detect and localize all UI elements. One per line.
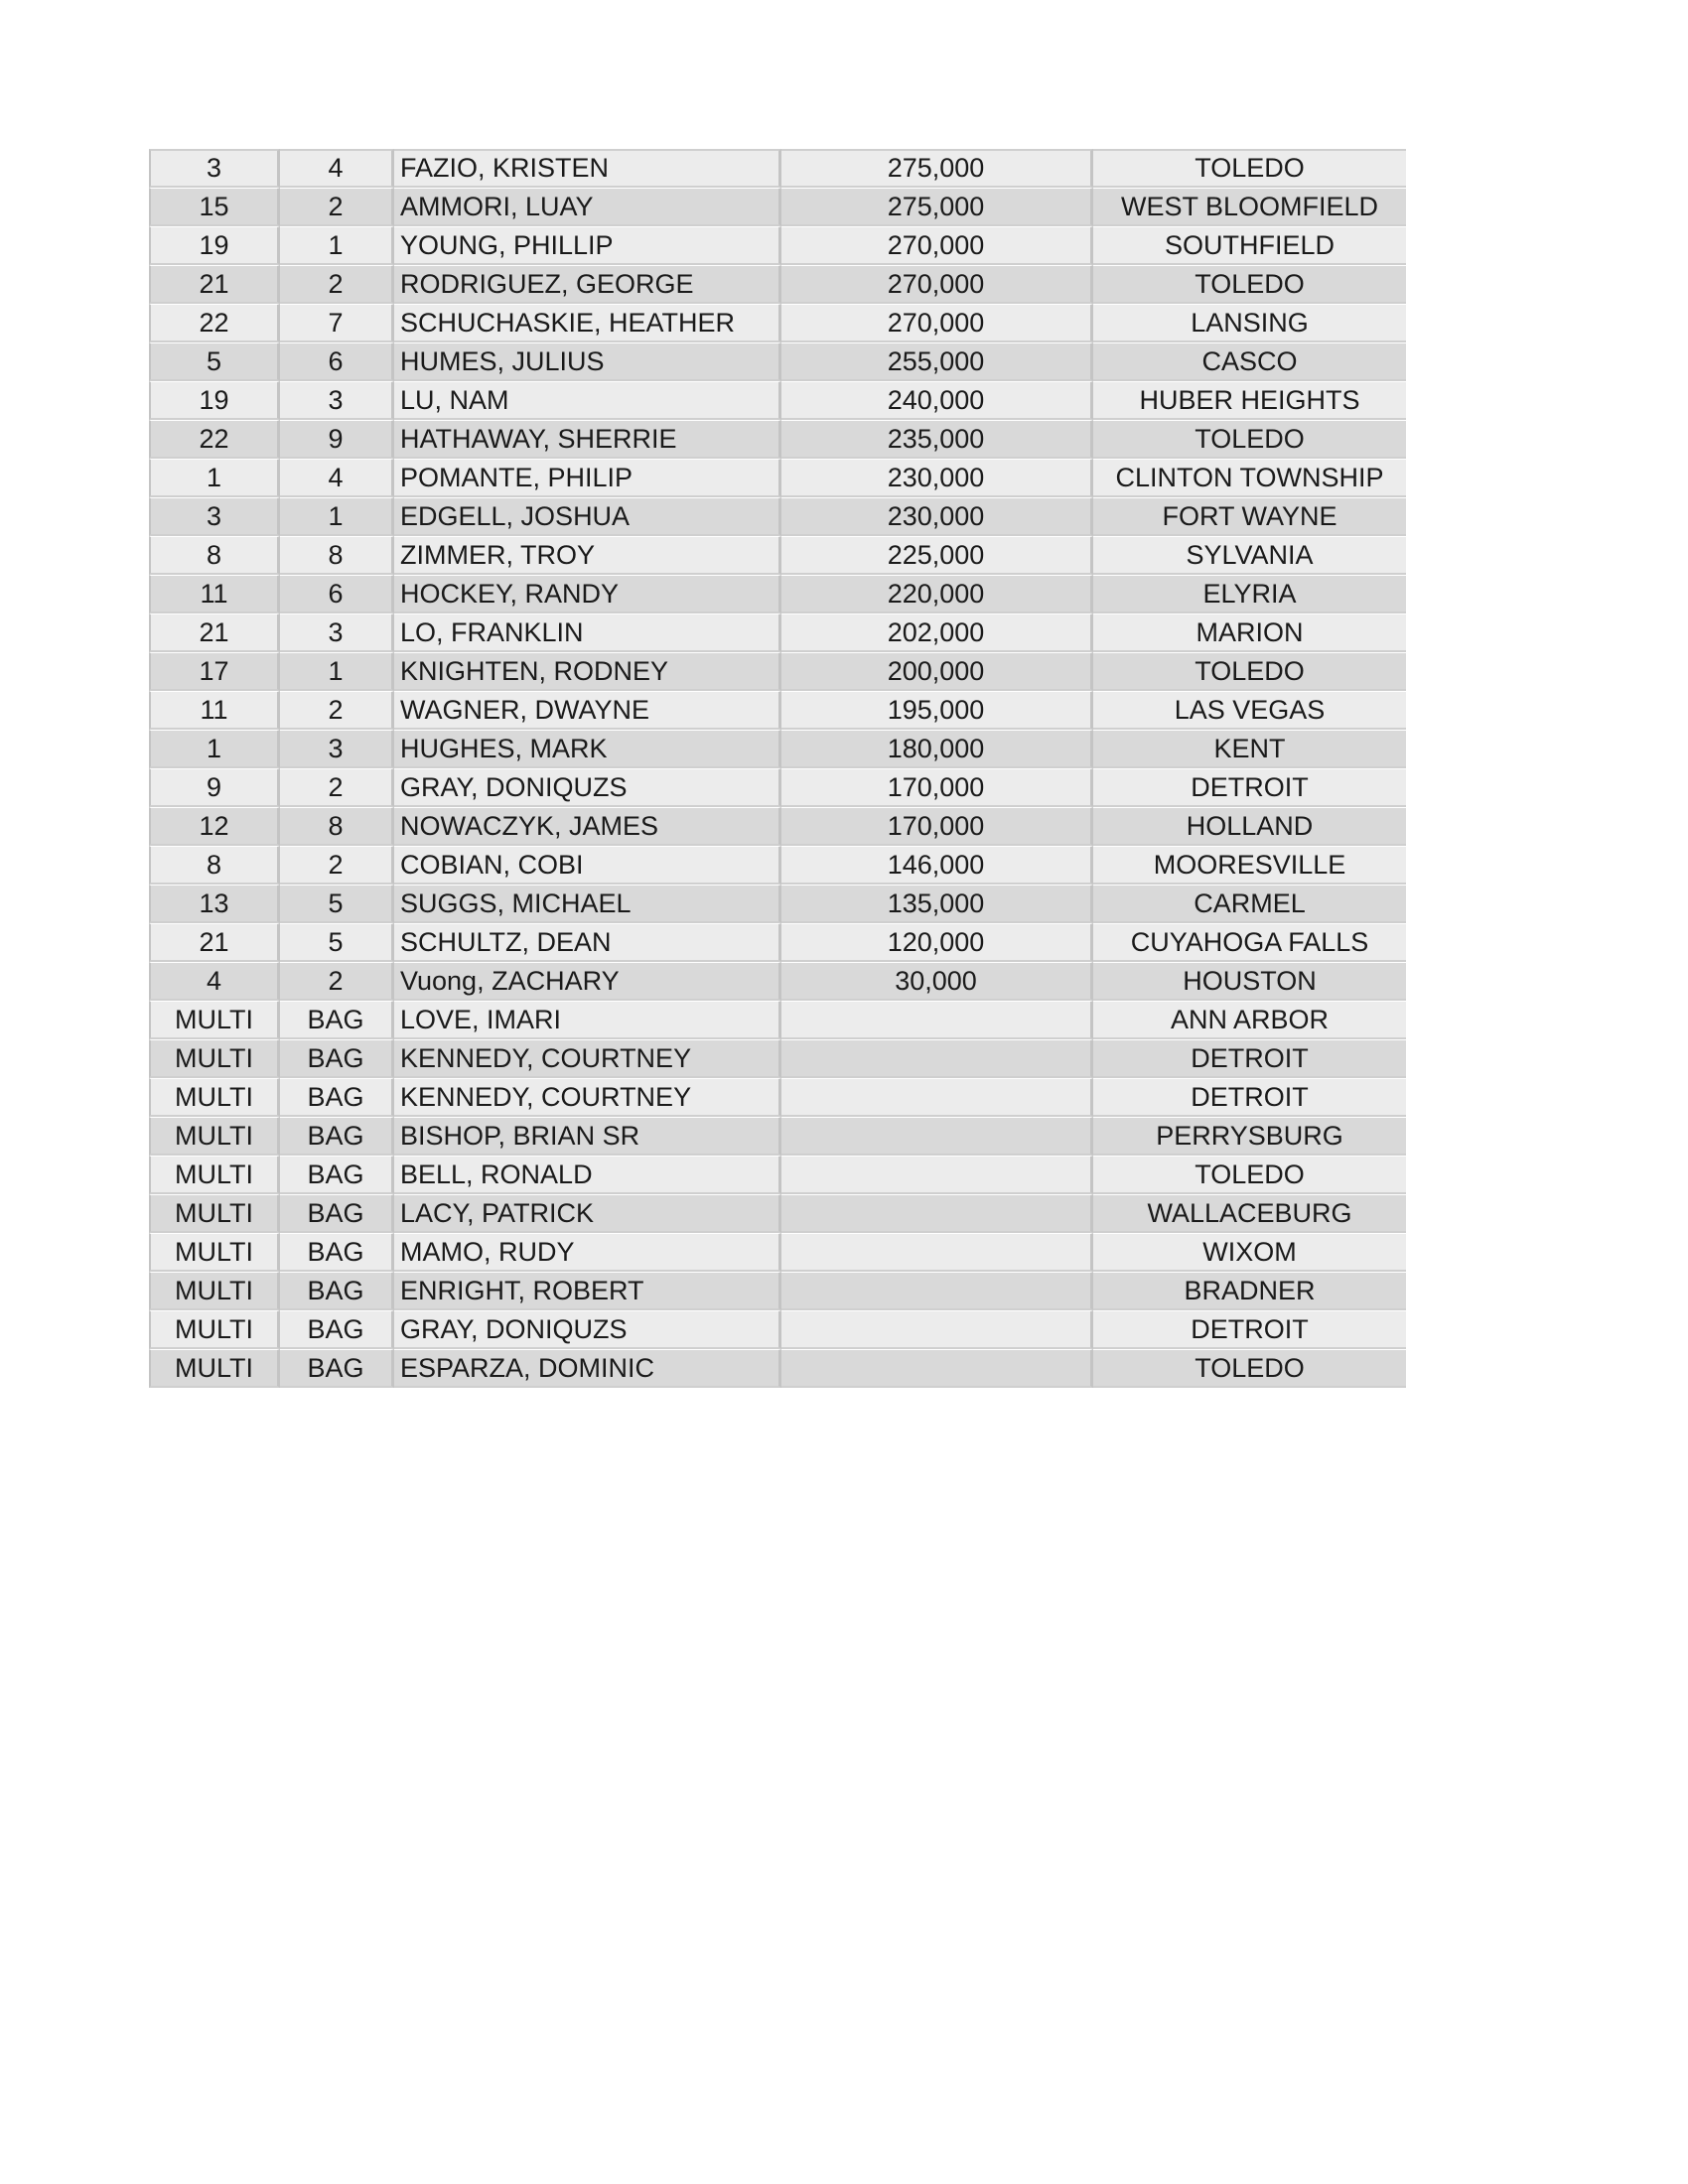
table-row [149, 885, 1406, 923]
cell-name: LOVE, IMARI [394, 1001, 781, 1039]
cell-col-a: 11 [149, 691, 280, 730]
table-row [149, 226, 1406, 265]
cell-city: CASCO [1093, 342, 1406, 381]
cell-col-b: 3 [280, 730, 394, 768]
cell-name: BELL, RONALD [394, 1156, 781, 1194]
cell-col-b: 2 [280, 265, 394, 304]
table-row [149, 846, 1406, 885]
cell-col-a: 22 [149, 304, 280, 342]
table-row [149, 923, 1406, 962]
cell-name: FAZIO, KRISTEN [394, 149, 781, 188]
cell-col-a: 21 [149, 265, 280, 304]
table-row [149, 768, 1406, 807]
cell-name: GRAY, DONIQUZS [394, 768, 781, 807]
cell-name: HUMES, JULIUS [394, 342, 781, 381]
cell-name: SCHUCHASKIE, HEATHER [394, 304, 781, 342]
table-row [149, 1194, 1406, 1233]
cell-col-b: 6 [280, 575, 394, 614]
table-row [149, 420, 1406, 459]
cell-name: MAMO, RUDY [394, 1233, 781, 1272]
cell-city: TOLEDO [1093, 265, 1406, 304]
cell-col-a: MULTI [149, 1272, 280, 1310]
cell-name: HATHAWAY, SHERRIE [394, 420, 781, 459]
cell-col-a: 5 [149, 342, 280, 381]
table-row [149, 1117, 1406, 1156]
cell-amount: 220,000 [781, 575, 1093, 614]
cell-col-a: MULTI [149, 1310, 280, 1349]
cell-col-b: 7 [280, 304, 394, 342]
cell-amount: 275,000 [781, 188, 1093, 226]
cell-city: LAS VEGAS [1093, 691, 1406, 730]
cell-city: KENT [1093, 730, 1406, 768]
cell-amount: 180,000 [781, 730, 1093, 768]
cell-city: TOLEDO [1093, 652, 1406, 691]
cell-city: TOLEDO [1093, 1349, 1406, 1388]
cell-col-b: 1 [280, 226, 394, 265]
cell-col-b: BAG [280, 1078, 394, 1117]
cell-col-a: 13 [149, 885, 280, 923]
cell-col-a: MULTI [149, 1156, 280, 1194]
cell-name: RODRIGUEZ, GEORGE [394, 265, 781, 304]
cell-name: SCHULTZ, DEAN [394, 923, 781, 962]
cell-name: POMANTE, PHILIP [394, 459, 781, 497]
cell-name: COBIAN, COBI [394, 846, 781, 885]
table-row [149, 691, 1406, 730]
table-row [149, 342, 1406, 381]
table-row [149, 497, 1406, 536]
cell-col-b: BAG [280, 1349, 394, 1388]
cell-amount [781, 1156, 1093, 1194]
cell-amount: 170,000 [781, 807, 1093, 846]
cell-col-a: 9 [149, 768, 280, 807]
cell-col-a: 21 [149, 614, 280, 652]
cell-name: WAGNER, DWAYNE [394, 691, 781, 730]
cell-col-b: 2 [280, 846, 394, 885]
cell-amount [781, 1349, 1093, 1388]
cell-amount: 120,000 [781, 923, 1093, 962]
cell-col-b: 2 [280, 962, 394, 1001]
cell-amount: 202,000 [781, 614, 1093, 652]
cell-amount: 170,000 [781, 768, 1093, 807]
cell-name: NOWACZYK, JAMES [394, 807, 781, 846]
cell-col-b: 4 [280, 459, 394, 497]
table-row [149, 652, 1406, 691]
cell-col-a: MULTI [149, 1349, 280, 1388]
cell-city: WALLACEBURG [1093, 1194, 1406, 1233]
table-row [149, 614, 1406, 652]
cell-amount [781, 1001, 1093, 1039]
cell-col-a: 8 [149, 536, 280, 575]
cell-city: ELYRIA [1093, 575, 1406, 614]
table-row [149, 962, 1406, 1001]
cell-col-a: 17 [149, 652, 280, 691]
table-row [149, 1156, 1406, 1194]
cell-col-b: BAG [280, 1156, 394, 1194]
table-row [149, 1310, 1406, 1349]
cell-amount: 200,000 [781, 652, 1093, 691]
cell-amount: 270,000 [781, 226, 1093, 265]
cell-col-b: BAG [280, 1001, 394, 1039]
cell-col-a: 21 [149, 923, 280, 962]
cell-col-b: 9 [280, 420, 394, 459]
cell-col-a: MULTI [149, 1233, 280, 1272]
cell-name: GRAY, DONIQUZS [394, 1310, 781, 1349]
cell-city: DETROIT [1093, 768, 1406, 807]
cell-name: KENNEDY, COURTNEY [394, 1078, 781, 1117]
cell-col-a: 1 [149, 459, 280, 497]
cell-col-a: 4 [149, 962, 280, 1001]
cell-col-b: BAG [280, 1310, 394, 1349]
table-row [149, 1001, 1406, 1039]
cell-col-a: MULTI [149, 1194, 280, 1233]
cell-col-b: 4 [280, 149, 394, 188]
cell-amount [781, 1310, 1093, 1349]
cell-name: YOUNG, PHILLIP [394, 226, 781, 265]
cell-city: SOUTHFIELD [1093, 226, 1406, 265]
cell-name: KNIGHTEN, RODNEY [394, 652, 781, 691]
cell-city: TOLEDO [1093, 420, 1406, 459]
cell-col-b: 8 [280, 536, 394, 575]
cell-name: HUGHES, MARK [394, 730, 781, 768]
cell-amount: 230,000 [781, 497, 1093, 536]
cell-name: LO, FRANKLIN [394, 614, 781, 652]
cell-col-b: BAG [280, 1233, 394, 1272]
cell-city: LANSING [1093, 304, 1406, 342]
cell-col-a: 12 [149, 807, 280, 846]
cell-city: WIXOM [1093, 1233, 1406, 1272]
cell-city: SYLVANIA [1093, 536, 1406, 575]
cell-city: CUYAHOGA FALLS [1093, 923, 1406, 962]
cell-city: TOLEDO [1093, 1156, 1406, 1194]
cell-col-b: BAG [280, 1272, 394, 1310]
cell-col-a: MULTI [149, 1001, 280, 1039]
cell-amount: 275,000 [781, 149, 1093, 188]
cell-col-a: 15 [149, 188, 280, 226]
cell-city: BRADNER [1093, 1272, 1406, 1310]
cell-amount: 30,000 [781, 962, 1093, 1001]
cell-name: EDGELL, JOSHUA [394, 497, 781, 536]
cell-amount [781, 1272, 1093, 1310]
cell-amount [781, 1117, 1093, 1156]
table-row [149, 807, 1406, 846]
cell-name: LU, NAM [394, 381, 781, 420]
table-row [149, 149, 1406, 188]
cell-col-a: 19 [149, 381, 280, 420]
table-row [149, 536, 1406, 575]
cell-city: MOORESVILLE [1093, 846, 1406, 885]
cell-col-b: BAG [280, 1117, 394, 1156]
cell-col-b: 3 [280, 614, 394, 652]
table-row [149, 1078, 1406, 1117]
cell-name: ESPARZA, DOMINIC [394, 1349, 781, 1388]
cell-col-a: 11 [149, 575, 280, 614]
cell-col-a: MULTI [149, 1078, 280, 1117]
cell-amount: 270,000 [781, 304, 1093, 342]
cell-col-a: 19 [149, 226, 280, 265]
cell-city: CARMEL [1093, 885, 1406, 923]
cell-col-b: 1 [280, 652, 394, 691]
table-row [149, 304, 1406, 342]
cell-amount: 146,000 [781, 846, 1093, 885]
cell-col-b: 2 [280, 768, 394, 807]
cell-col-a: 1 [149, 730, 280, 768]
cell-city: CLINTON TOWNSHIP [1093, 459, 1406, 497]
table-row [149, 265, 1406, 304]
cell-name: Vuong, ZACHARY [394, 962, 781, 1001]
cell-amount [781, 1078, 1093, 1117]
cell-amount [781, 1233, 1093, 1272]
cell-name: BISHOP, BRIAN SR [394, 1117, 781, 1156]
cell-city: MARION [1093, 614, 1406, 652]
cell-amount [781, 1194, 1093, 1233]
cell-city: HOLLAND [1093, 807, 1406, 846]
cell-name: HOCKEY, RANDY [394, 575, 781, 614]
cell-city: HUBER HEIGHTS [1093, 381, 1406, 420]
cell-name: AMMORI, LUAY [394, 188, 781, 226]
cell-amount [781, 1039, 1093, 1078]
table-row [149, 1233, 1406, 1272]
cell-col-b: 6 [280, 342, 394, 381]
table-row [149, 459, 1406, 497]
cell-col-a: 8 [149, 846, 280, 885]
cell-col-b: 5 [280, 923, 394, 962]
cell-col-b: 8 [280, 807, 394, 846]
cell-amount: 135,000 [781, 885, 1093, 923]
cell-amount: 235,000 [781, 420, 1093, 459]
table-row [149, 381, 1406, 420]
cell-city: DETROIT [1093, 1310, 1406, 1349]
cell-city: PERRYSBURG [1093, 1117, 1406, 1156]
table-row [149, 1349, 1406, 1388]
cell-col-b: BAG [280, 1039, 394, 1078]
cell-name: SUGGS, MICHAEL [394, 885, 781, 923]
cell-city: TOLEDO [1093, 149, 1406, 188]
results-table [149, 149, 1406, 1388]
cell-col-b: 3 [280, 381, 394, 420]
cell-amount: 270,000 [781, 265, 1093, 304]
cell-col-b: BAG [280, 1194, 394, 1233]
cell-col-a: MULTI [149, 1117, 280, 1156]
cell-col-b: 2 [280, 691, 394, 730]
cell-col-b: 2 [280, 188, 394, 226]
cell-col-b: 1 [280, 497, 394, 536]
cell-col-a: 3 [149, 497, 280, 536]
cell-amount: 225,000 [781, 536, 1093, 575]
cell-name: ZIMMER, TROY [394, 536, 781, 575]
cell-col-a: 22 [149, 420, 280, 459]
table-row [149, 188, 1406, 226]
table-row [149, 730, 1406, 768]
cell-city: WEST BLOOMFIELD [1093, 188, 1406, 226]
cell-name: KENNEDY, COURTNEY [394, 1039, 781, 1078]
cell-city: ANN ARBOR [1093, 1001, 1406, 1039]
cell-city: HOUSTON [1093, 962, 1406, 1001]
cell-col-a: MULTI [149, 1039, 280, 1078]
cell-name: ENRIGHT, ROBERT [394, 1272, 781, 1310]
cell-amount: 240,000 [781, 381, 1093, 420]
cell-name: LACY, PATRICK [394, 1194, 781, 1233]
cell-city: FORT WAYNE [1093, 497, 1406, 536]
cell-col-b: 5 [280, 885, 394, 923]
cell-amount: 195,000 [781, 691, 1093, 730]
table-row [149, 1272, 1406, 1310]
cell-amount: 230,000 [781, 459, 1093, 497]
table-row [149, 1039, 1406, 1078]
table-row [149, 575, 1406, 614]
results-table-body [149, 149, 1406, 1388]
cell-city: DETROIT [1093, 1078, 1406, 1117]
cell-col-a: 3 [149, 149, 280, 188]
cell-city: DETROIT [1093, 1039, 1406, 1078]
cell-amount: 255,000 [781, 342, 1093, 381]
